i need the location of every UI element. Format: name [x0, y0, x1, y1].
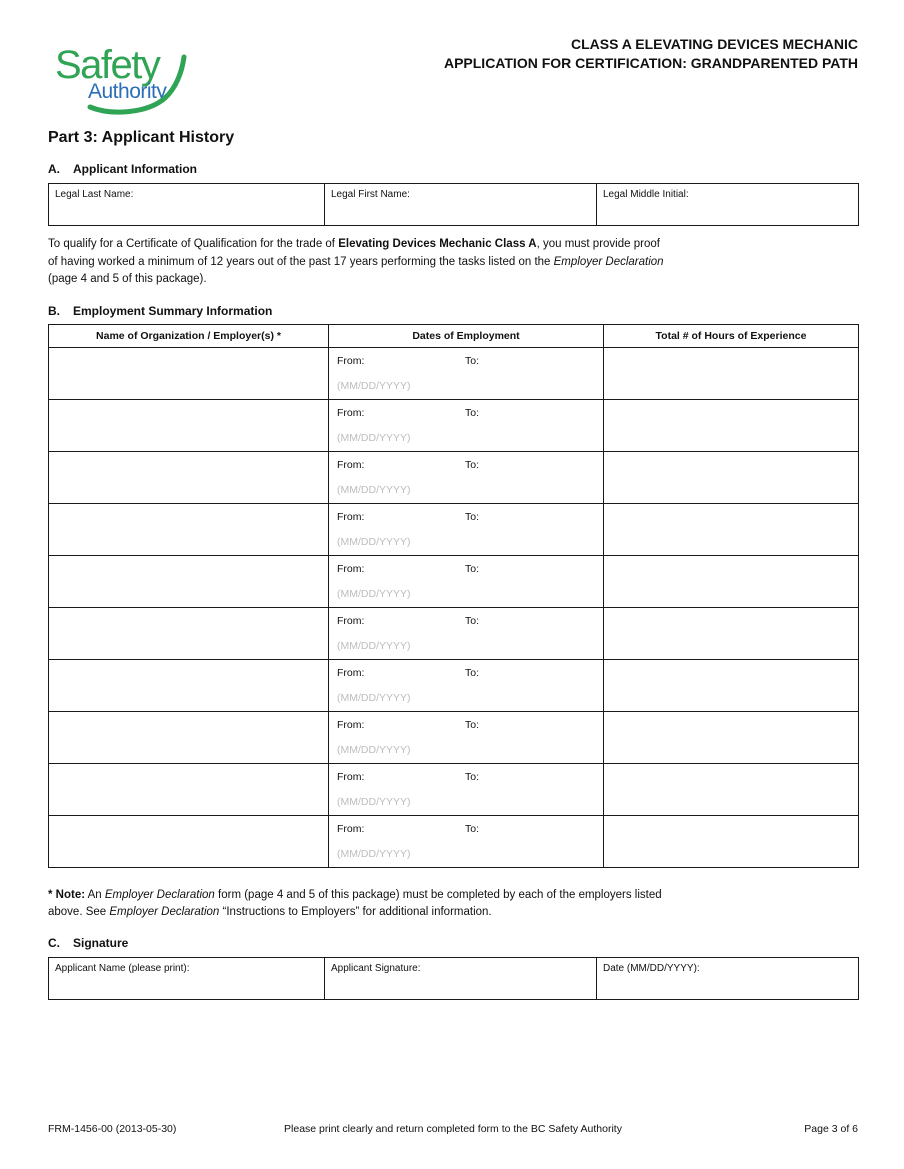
applicant-info-table: [48, 183, 859, 226]
organization-cell[interactable]: [49, 503, 329, 555]
hours-cell[interactable]: [604, 711, 859, 763]
date-format-hint: (MM/DD/YYYY): [337, 587, 411, 600]
note-employer-declaration-ref: Employer Declaration: [109, 906, 220, 918]
intro-text: , you must provide proof: [536, 238, 660, 250]
from-label: From:: [337, 510, 365, 523]
organization-cell[interactable]: [49, 607, 329, 659]
section-b-title: Employment Summary Information: [73, 303, 273, 318]
legal-middle-initial-field[interactable]: [597, 184, 859, 226]
part3-heading: Part 3: Applicant History: [48, 129, 235, 146]
logo-authority-text: Authority: [88, 80, 167, 103]
employment-row: [49, 607, 859, 659]
employment-row: [49, 399, 859, 451]
dates-cell[interactable]: [329, 503, 604, 555]
organization-cell[interactable]: [49, 451, 329, 503]
from-label: From:: [337, 770, 365, 783]
hours-cell[interactable]: [604, 451, 859, 503]
to-label: To:: [465, 406, 480, 419]
date-format-hint: (MM/DD/YYYY): [337, 847, 411, 860]
applicant-signature-field[interactable]: [325, 957, 597, 999]
legal-last-name-field[interactable]: [49, 184, 325, 226]
section-b-heading: [48, 304, 858, 318]
dates-cell[interactable]: [329, 659, 604, 711]
to-label: To:: [465, 458, 480, 471]
hours-cell[interactable]: [604, 555, 859, 607]
qualification-paragraph: [48, 236, 858, 289]
dates-cell[interactable]: [329, 347, 604, 399]
from-label: From:: [337, 458, 365, 471]
hours-cell[interactable]: [604, 659, 859, 711]
date-label: Date (MM/DD/YYYY):: [603, 962, 700, 974]
organization-cell[interactable]: [49, 763, 329, 815]
employment-row: [49, 503, 859, 555]
dates-cell[interactable]: [329, 711, 604, 763]
from-label: From:: [337, 822, 365, 835]
form-title-line2: APPLICATION FOR CERTIFICATION: GRANDPARENTED PATH: [443, 55, 858, 71]
note-text: An: [85, 888, 105, 901]
legal-first-name-field[interactable]: [325, 184, 597, 226]
date-format-hint: (MM/DD/YYYY): [337, 431, 411, 444]
dates-cell[interactable]: [329, 555, 604, 607]
from-label: From:: [337, 666, 365, 679]
from-label: From:: [337, 614, 365, 627]
intro-trade-name: Elevating Devices Mechanic Class A: [338, 238, 537, 250]
logo-safety-text: Safety: [55, 43, 160, 87]
applicant-name-field[interactable]: [49, 957, 325, 999]
page-footer: [48, 1123, 858, 1135]
note-text: form (page 4 and 5 of this package) must be completed by each of the employers listed: [214, 888, 662, 901]
date-format-hint: (MM/DD/YYYY): [337, 535, 411, 548]
employment-row: [49, 815, 859, 867]
note-paragraph: [48, 887, 858, 922]
dates-cell[interactable]: [329, 451, 604, 503]
legal-first-name-label: Legal First Name:: [331, 189, 410, 200]
footer-instruction: Please print clearly and return completed form to the BC Safety Authority: [284, 1123, 622, 1135]
form-title-line1: CLASS A ELEVATING DEVICES MECHANIC: [570, 36, 858, 52]
employment-row: [49, 451, 859, 503]
hours-cell[interactable]: [604, 503, 859, 555]
legal-middle-initial-label: Legal Middle Initial:: [603, 189, 689, 200]
from-label: From:: [337, 718, 365, 731]
organization-cell[interactable]: [49, 347, 329, 399]
employment-header-row: [49, 324, 859, 347]
date-format-hint: (MM/DD/YYYY): [337, 743, 411, 756]
intro-text: To qualify for a Certificate of Qualification for the trade of: [48, 238, 339, 250]
organization-cell[interactable]: [49, 815, 329, 867]
hours-cell[interactable]: [604, 347, 859, 399]
col-header-hours: Total # of Hours of Experience: [604, 324, 859, 347]
to-label: To:: [465, 354, 480, 367]
date-format-hint: (MM/DD/YYYY): [337, 379, 411, 392]
organization-cell[interactable]: [49, 555, 329, 607]
to-label: To:: [465, 510, 480, 523]
employment-summary-table: [48, 324, 859, 868]
employment-row: [49, 763, 859, 815]
date-field[interactable]: [597, 957, 859, 999]
col-header-organization: Name of Organization / Employer(s) *: [49, 324, 329, 347]
dates-cell[interactable]: [329, 763, 604, 815]
section-b-prefix: B.: [48, 303, 60, 318]
date-format-hint: (MM/DD/YYYY): [337, 795, 411, 808]
to-label: To:: [465, 822, 480, 835]
hours-cell[interactable]: [604, 763, 859, 815]
intro-text: of having worked a minimum of 12 years out of the past 17 years performing the tasks listed on the: [48, 255, 554, 268]
organization-cell[interactable]: [49, 711, 329, 763]
to-label: To:: [465, 666, 480, 679]
date-format-hint: (MM/DD/YYYY): [337, 691, 411, 704]
section-a-heading: [48, 162, 858, 176]
employment-row: [49, 555, 859, 607]
signature-row: [49, 957, 859, 999]
date-format-hint: (MM/DD/YYYY): [337, 483, 411, 496]
employment-row: [49, 347, 859, 399]
section-c-heading: [48, 936, 858, 950]
note-text: “Instructions to Employers” for additional information.: [219, 906, 492, 918]
employment-row: [49, 659, 859, 711]
hours-cell[interactable]: [604, 399, 859, 451]
from-label: From:: [337, 354, 365, 367]
organization-cell[interactable]: [49, 659, 329, 711]
dates-cell[interactable]: [329, 607, 604, 659]
note-text: above. See: [48, 906, 110, 918]
to-label: To:: [465, 770, 480, 783]
from-label: From:: [337, 406, 365, 419]
form-number: FRM-1456-00 (2013-05-30): [48, 1123, 177, 1135]
dates-cell[interactable]: [329, 399, 604, 451]
employment-table-body: [49, 347, 859, 867]
note-employer-declaration-ref: Employer Declaration: [104, 888, 215, 901]
hours-cell[interactable]: [604, 607, 859, 659]
intro-text: (page 4 and 5 of this package).: [48, 273, 207, 285]
organization-cell[interactable]: [49, 399, 329, 451]
employment-row: [49, 711, 859, 763]
section-a-prefix: A.: [48, 162, 60, 176]
signature-table: [48, 957, 859, 1000]
col-header-dates: Dates of Employment: [329, 324, 604, 347]
to-label: To:: [465, 718, 480, 731]
page-number: Page 3 of 6: [804, 1123, 858, 1135]
dates-cell[interactable]: [329, 815, 604, 867]
hours-cell[interactable]: [604, 815, 859, 867]
to-label: To:: [465, 562, 480, 575]
intro-employer-declaration-ref: Employer Declaration: [553, 255, 664, 268]
to-label: To:: [465, 614, 480, 627]
applicant-name-label: Applicant Name (please print):: [55, 962, 190, 974]
applicant-info-row: [49, 184, 859, 226]
date-format-hint: (MM/DD/YYYY): [337, 639, 411, 652]
from-label: From:: [337, 562, 365, 575]
legal-last-name-label: Legal Last Name:: [55, 189, 134, 200]
section-a-title: Applicant Information: [73, 162, 197, 176]
applicant-signature-label: Applicant Signature:: [331, 962, 421, 974]
note-label: * Note:: [48, 888, 86, 901]
section-c-prefix: C.: [48, 935, 60, 950]
section-c-title: Signature: [73, 935, 129, 950]
